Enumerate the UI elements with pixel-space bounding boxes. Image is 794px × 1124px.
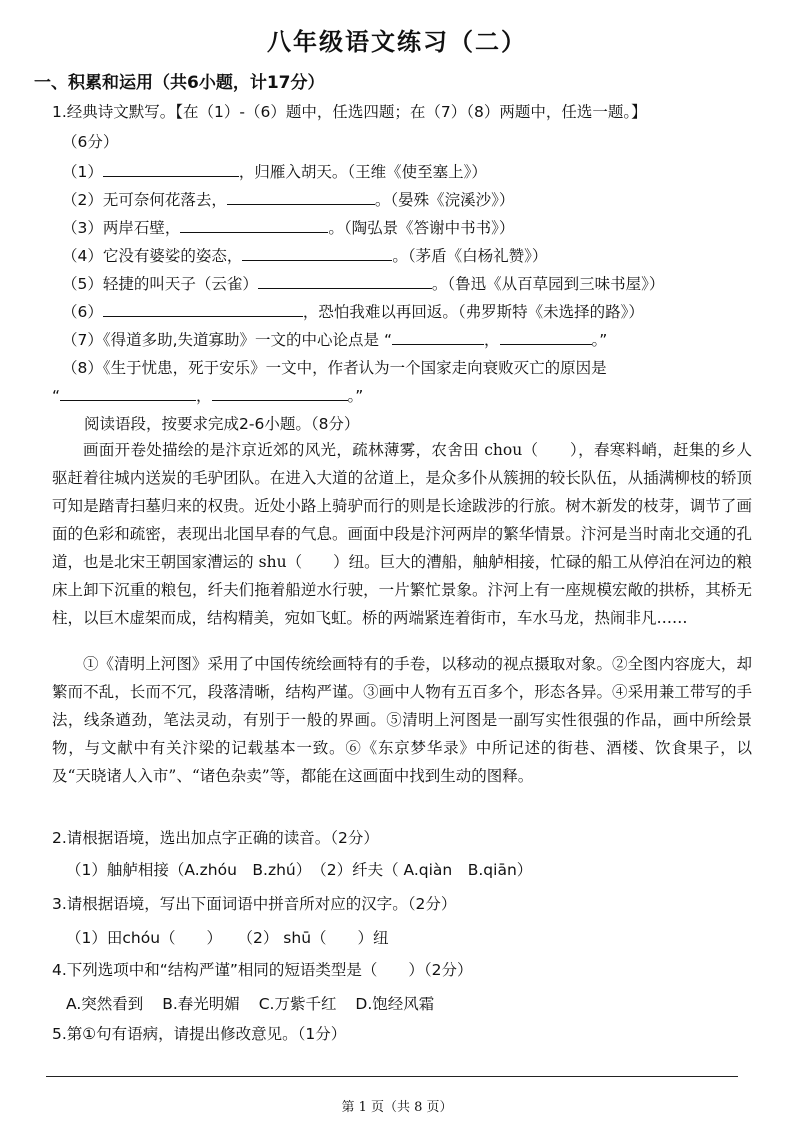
passage-paragraph-1: 画面开卷处描绘的是汴京近郊的风光，疏林薄雾，农舍田 chou（ ），春寒料峭，赶集的乡人驱赶着往城内送炭的毛驴团队。在进入大道的岔道上，是众多仆从簇拥的较长队伍，从插满柳枝的轿顶可知是踏青扫墓归来的权贵。近处小路上骑驴而行的则是长途跋涉的行旅。树木新发的枝芽，调节了画面的色彩和疏密，表现出北国早春的气息。画面中段是汴河两岸的繁华情景。汴河是当时南北交通的孔道，也是北宋王朝国家漕运的 shu（ ）纽。巨大的漕船，舳舻相接，忙碌的船工从停泊在河边的粮床上卸下沉重的粮包，纤夫们拖着船逆水行驶，一片繁忙景象。汴河上有一座规模宏敞的拱桥，其桥无柱，以巨木虚架而成，结构精美，宛如飞虹。桥的两端紧连着街市，车水马龙，热闹非凡…… [52, 441, 752, 627]
q2-options: （1）舳舻相接（A.zhóu B.zhú） （2）纤夫（ A.qiàn B.qiān） [66, 861, 533, 879]
section-heading: 一、积累和运用（共6小题，计17分） [34, 73, 325, 93]
option-b[interactable]: B.春光明媚 [162, 995, 240, 1013]
q1-item-8-line1: （8）《生于忧患，死于安乐》一文中，作者认为一个国家走向衰败灭亡的原因是 [62, 359, 607, 377]
passage-paragraph-2: ①《清明上河图》采用了中国传统绘画特有的手卷，以移动的视点摄取对象。②全图内容庞大，却繁而不乱，长而不冗，段落清晰，结构严谨。③画中人物有五百多个，形态各异。④采用兼工带写的手法，线条遒劲，笔法灵动，有别于一般的界画。⑤清明上河图是一副写实性很强的作品，画中所绘景物，与文献中有关汴梁的记载基本一致。⑥《东京梦华录》中所记述的街巷、酒楼、饮食果子，以及“天晓诸人入市”、“诸色杂卖”等，都能在这画面中找到生动的图释。 [52, 655, 752, 785]
q1-heading: 1.经典诗文默写。【在（1）-（6）题中，任选四题；在（7）（8）两题中，任选一题。】 [52, 103, 647, 121]
page-number: 第 1 页（共 8 页） [341, 1100, 453, 1115]
item-suffix: 。（晏殊《浣溪沙》） [374, 191, 515, 209]
item-prefix: （5）轻捷的叫天子（云雀） [62, 275, 258, 293]
item-suffix: ，归雁入胡天。（王维《使至塞上》） [238, 163, 487, 181]
answer-blank[interactable] [227, 190, 375, 205]
q1-item-4 [62, 244, 547, 266]
q1-item-7 [62, 328, 607, 350]
q1-item-8-line2 [52, 384, 363, 406]
answer-blank[interactable] [212, 386, 348, 401]
item-prefix: （4）它没有婆娑的姿态， [62, 247, 243, 265]
answer-blank[interactable] [60, 386, 196, 401]
answer-blank[interactable] [258, 274, 432, 289]
q5-heading: 5.第①句有语病，请提出修改意见。（1分） [52, 1025, 347, 1043]
item-suffix: 。（茅盾《白杨礼赞》） [392, 247, 548, 265]
q1-item-1 [62, 160, 487, 182]
item-suffix: 。” [347, 387, 364, 405]
q1-item-3 [62, 216, 514, 238]
item-mid: ， [196, 387, 212, 405]
item-suffix: 。” [591, 331, 608, 349]
q3-options: （1）田chóu（ ） （2） shū（ ）纽 [66, 929, 389, 947]
q3-heading: 3.请根据语境，写出下面词语中拼音所对应的汉字。（2分） [52, 895, 457, 913]
reading-intro: 阅读语段，按要求完成2-6小题。（8分） [84, 415, 360, 433]
footer-divider [46, 1076, 738, 1077]
quote-open: “ [52, 387, 61, 405]
q2-heading: 2.请根据语境，选出加点字正确的读音。（2分） [52, 829, 379, 847]
item-prefix: （1） [62, 163, 103, 181]
q1-points: （6分） [62, 133, 119, 151]
q4-options [66, 992, 434, 1014]
q1-item-2 [62, 188, 514, 210]
item-prefix: （3）两岸石壁， [62, 219, 181, 237]
page-title: 八年级语文练习（二） [267, 28, 527, 56]
answer-blank[interactable] [500, 330, 592, 345]
q1-item-6 [62, 300, 644, 322]
item-prefix: （2）无可奈何花落去， [62, 191, 227, 209]
q4-heading: 4.下列选项中和“结构严谨”相同的短语类型是（ ）（2分） [52, 961, 473, 979]
answer-blank[interactable] [242, 246, 392, 261]
option-a[interactable]: A.突然看到 [66, 995, 144, 1013]
item-suffix: 。（鲁迅《从百草园到三味书屋》） [431, 275, 665, 293]
answer-blank[interactable] [103, 302, 303, 317]
option-c[interactable]: C.万紫千红 [258, 995, 337, 1013]
option-d[interactable]: D.饱经风霜 [355, 995, 435, 1013]
answer-blank[interactable] [180, 218, 328, 233]
item-prefix: （6） [62, 303, 103, 321]
item-suffix: ，恐怕我难以再回返。（弗罗斯特《未选择的路》） [302, 303, 644, 321]
answer-blank[interactable] [392, 330, 484, 345]
q1-item-5 [62, 272, 664, 294]
item-prefix: （7）《得道多助,失道寡助》一文的中心论点是 “ [62, 331, 392, 349]
item-mid: ， [484, 331, 500, 349]
item-suffix: 。（陶弘景《答谢中书书》） [328, 219, 515, 237]
answer-blank[interactable] [103, 162, 239, 177]
